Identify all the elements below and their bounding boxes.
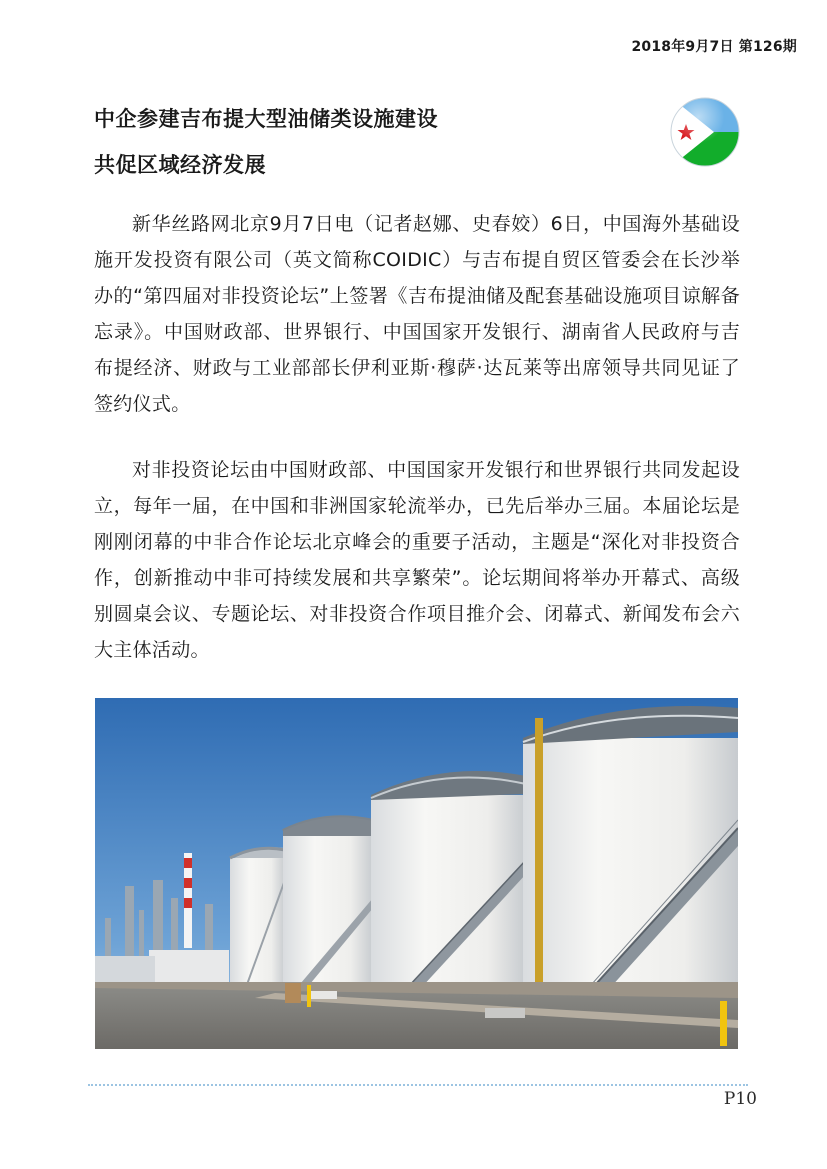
oil-storage-tanks-photo: [95, 698, 738, 1049]
footer-divider: [88, 1084, 748, 1086]
headline-line-2: 共促区域经济发展: [94, 153, 266, 177]
djibouti-flag-badge-icon: [670, 97, 740, 167]
article-paragraph-2: 对非投资论坛由中国财政部、中国国家开发银行和世界银行共同发起设立，每年一届，在中国和非洲国家轮流举办，已先后举办三届。本届论坛是刚刚闭幕的中非合作论坛北京峰会的重要子活动，主题是“深化对非投资合作，创新推动中非可持续发展和共享繁荣”。论坛期间将举办开幕式、高级别圆桌会议、专题论坛、对非投资合作项目推介会、闭幕式、新闻发布会六大主体活动。: [94, 459, 740, 661]
headline-line-1: 中企参建吉布提大型油储类设施建设: [94, 107, 438, 131]
article-body: [94, 206, 740, 698]
page-number: P10: [723, 1089, 757, 1109]
article-paragraph-1: 新华丝路网北京9月7日电（记者赵娜、史春姣）6日，中国海外基础设施开发投资有限公司（英文简称COIDIC）与吉布提自贸区管委会在长沙举办的“第四届对非投资论坛”上签署《吉布提油储及配套基础设施项目谅解备忘录》。中国财政部、世界银行、中国国家开发银行、湖南省人民政府与吉布提经济、财政与工业部部长伊利亚斯·穆萨·达瓦莱等出席领导共同见证了签约仪式。: [94, 213, 740, 415]
issue-date-line: 2018年9月7日 第126期: [631, 39, 797, 55]
article-headline: [94, 96, 634, 188]
